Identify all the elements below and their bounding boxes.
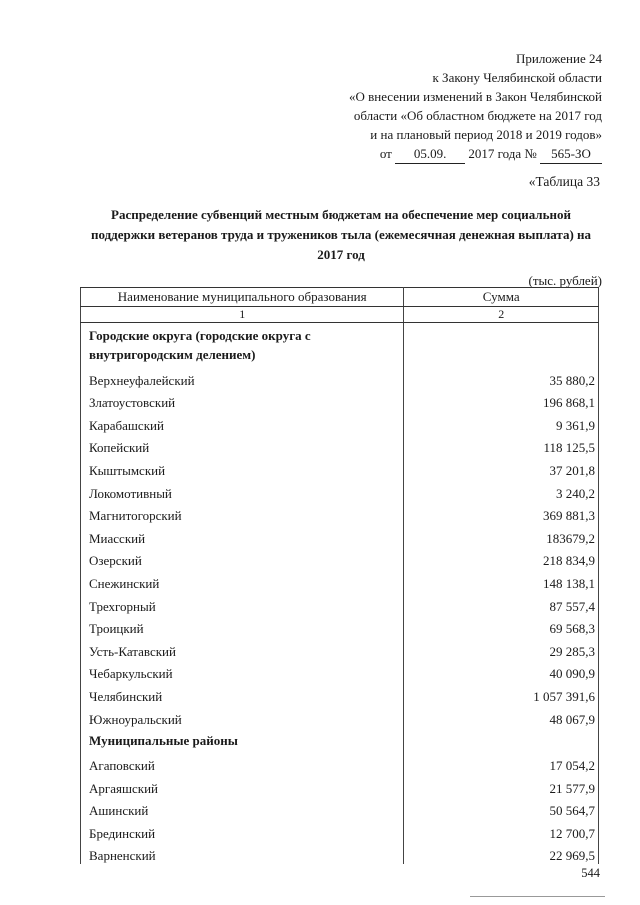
table-row: [81, 797, 599, 820]
table-row: [81, 524, 599, 547]
row-value: 1 057 391,6: [404, 682, 599, 705]
table-row: [81, 842, 599, 865]
unit-label: (тыс. рублей): [528, 273, 602, 288]
row-name: Магнитогорский: [81, 502, 404, 525]
row-name: Снежинский: [81, 569, 404, 592]
row-name: Карабашский: [81, 411, 404, 434]
group-title-municipal-districts: Муниципальные районы: [81, 728, 404, 752]
table-row: [81, 774, 599, 797]
law-number: 565-ЗО: [540, 144, 602, 164]
table-row: [81, 411, 599, 434]
row-value: 218 834,9: [404, 547, 599, 570]
row-value: 22 969,5: [404, 842, 599, 865]
row-value: 21 577,9: [404, 774, 599, 797]
row-value: 29 285,3: [404, 637, 599, 660]
table-row: [81, 705, 599, 728]
table-row: [81, 389, 599, 412]
row-name: Троицкий: [81, 615, 404, 638]
appendix-header: [242, 49, 602, 164]
row-name: Усть-Катавский: [81, 637, 404, 660]
row-name: Миасский: [81, 524, 404, 547]
row-value: 50 564,7: [404, 797, 599, 820]
row-value: 118 125,5: [404, 434, 599, 457]
table-row: [81, 456, 599, 479]
law-reference: к Закону Челябинской области: [432, 70, 602, 85]
page-title: Распределение субвенций местным бюджетам на обеспечение мер социальной поддержки ветеранов труда и тружеников тыла (ежемесячная денежная выплата) на 2017 год: [90, 207, 592, 262]
table-row: [81, 819, 599, 842]
group-title-urban-districts: Городские округа (городские округа с внутригородским делением): [81, 323, 404, 367]
column-header-sum: Сумма: [404, 288, 599, 307]
table-row: [81, 615, 599, 638]
table-row: [81, 502, 599, 525]
column-header-name: Наименование муниципального образования: [81, 288, 404, 307]
row-name: Копейский: [81, 434, 404, 457]
row-value: 17 054,2: [404, 752, 599, 775]
row-name: Аргаяшский: [81, 774, 404, 797]
appendix-label: Приложение 24: [515, 51, 602, 66]
date-value: 05.09.: [395, 144, 465, 164]
row-name: Южноуральский: [81, 705, 404, 728]
row-name: Златоустовский: [81, 389, 404, 412]
row-value: 183679,2: [404, 524, 599, 547]
footer-divider: [470, 896, 605, 897]
row-name: Ашинский: [81, 797, 404, 820]
table-row: [81, 592, 599, 615]
row-name: Озерский: [81, 547, 404, 570]
table-row: [81, 682, 599, 705]
row-name: Верхнеуфалейский: [81, 366, 404, 389]
table-row: [81, 479, 599, 502]
table-number: «Таблица 33: [528, 174, 600, 189]
row-value: 9 361,9: [404, 411, 599, 434]
row-value: 196 868,1: [404, 389, 599, 412]
law-title-line-2: области «Об областном бюджете на 2017 год: [353, 108, 602, 123]
row-value: 48 067,9: [404, 705, 599, 728]
table-row: [81, 660, 599, 683]
subsidy-table: [80, 287, 599, 864]
column-index-1: 1: [81, 307, 404, 323]
row-value: 35 880,2: [404, 366, 599, 389]
row-value: 40 090,9: [404, 660, 599, 683]
row-value: 3 240,2: [404, 479, 599, 502]
row-value: 37 201,8: [404, 456, 599, 479]
row-value: 12 700,7: [404, 819, 599, 842]
row-value: 148 138,1: [404, 569, 599, 592]
row-name: Трехгорный: [81, 592, 404, 615]
year-text: 2017 года №: [468, 146, 537, 161]
row-value: 69 568,3: [404, 615, 599, 638]
row-value: 87 557,4: [404, 592, 599, 615]
row-name: Чебаркульский: [81, 660, 404, 683]
row-name: Челябинский: [81, 682, 404, 705]
table-row: [81, 366, 599, 389]
table-row: [81, 752, 599, 775]
row-name: Локомотивный: [81, 479, 404, 502]
row-name: Агаповский: [81, 752, 404, 775]
date-prefix: от: [379, 146, 392, 161]
law-date-line: [242, 144, 602, 164]
row-name: Брединский: [81, 819, 404, 842]
law-title-line-3: и на плановый период 2018 и 2019 годов»: [370, 127, 602, 142]
column-index-2: 2: [404, 307, 599, 323]
law-title-line-1: «О внесении изменений в Закон Челябинской: [348, 89, 602, 104]
row-name: Кыштымский: [81, 456, 404, 479]
row-value: 369 881,3: [404, 502, 599, 525]
table-row: [81, 547, 599, 570]
table-row: [81, 637, 599, 660]
table-row: [81, 434, 599, 457]
row-name: Варненский: [81, 842, 404, 865]
page-number: 544: [581, 866, 600, 880]
table-row: [81, 569, 599, 592]
